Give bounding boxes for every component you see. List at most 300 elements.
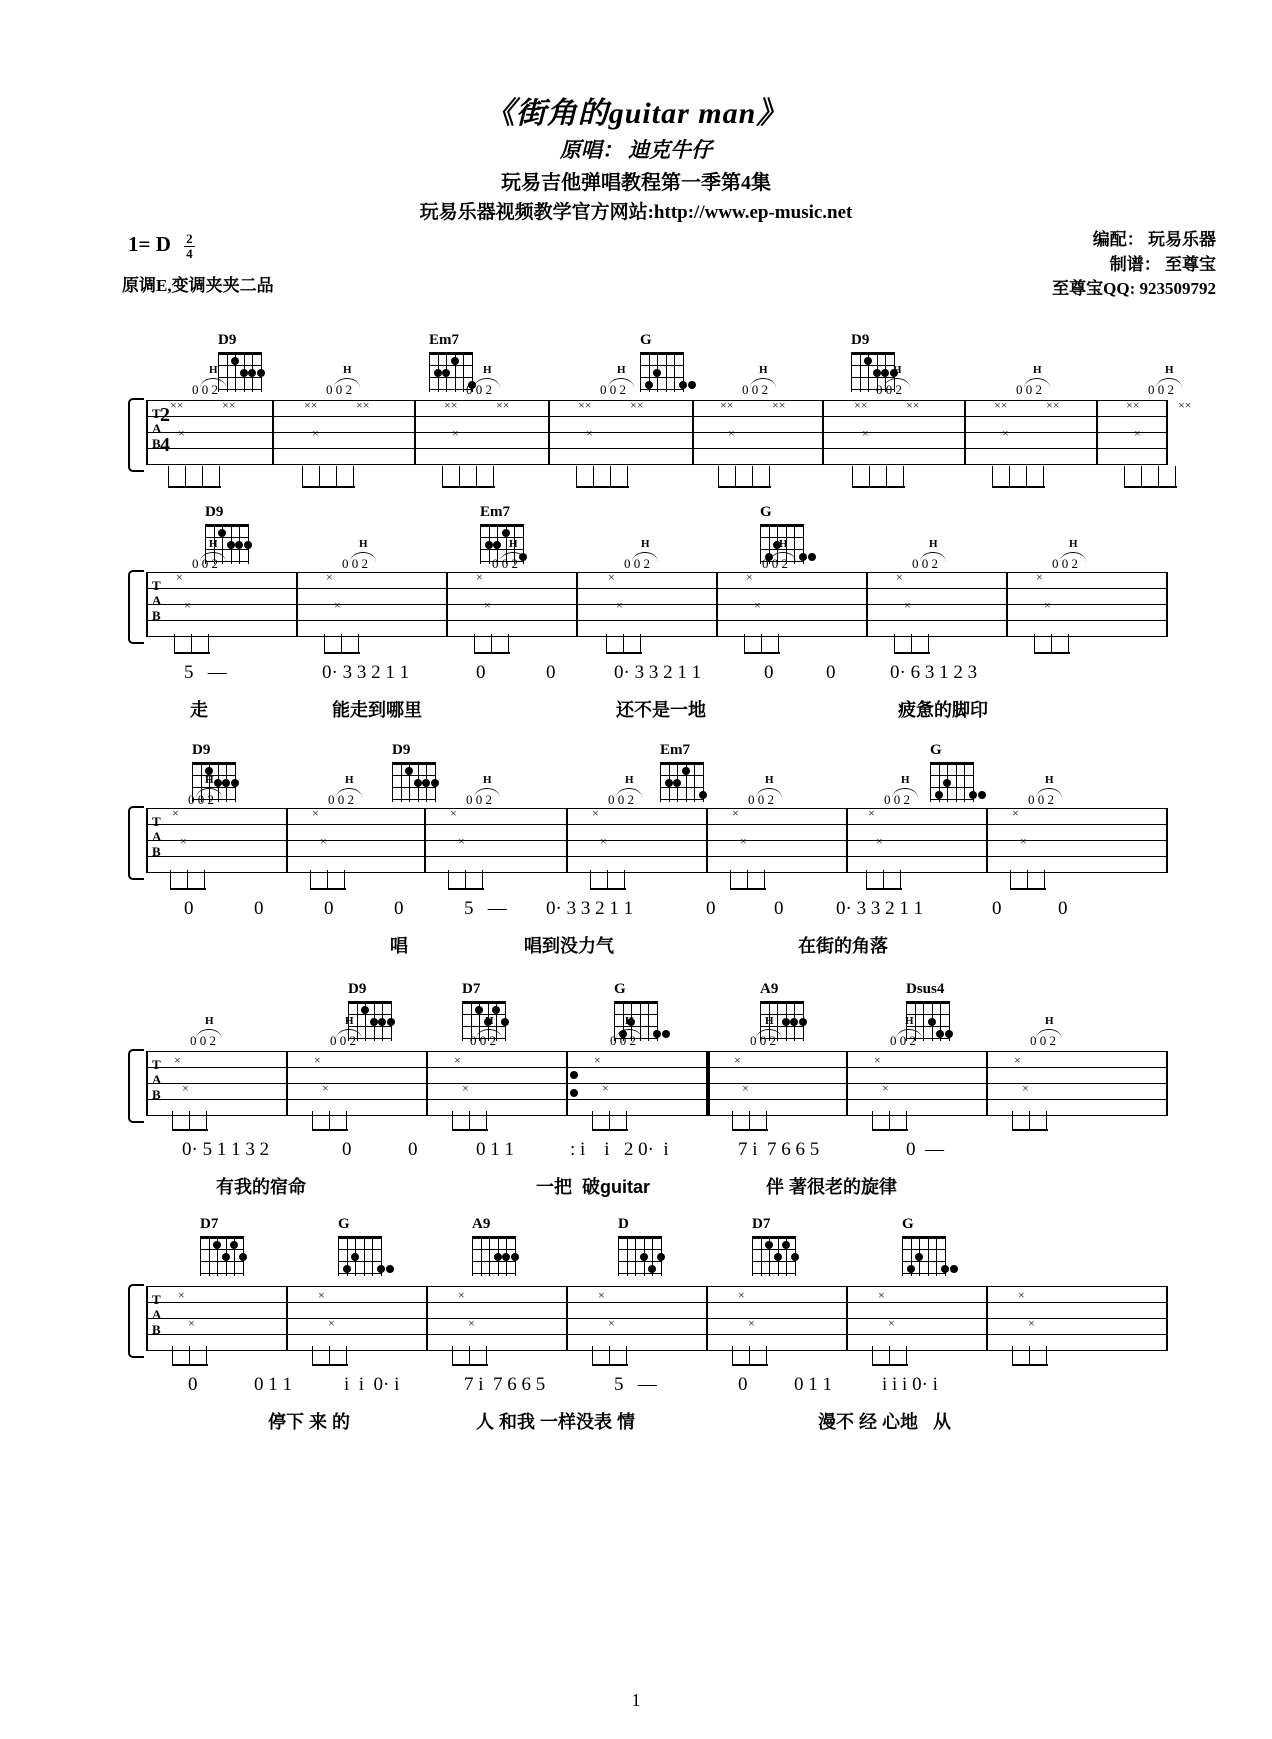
chord-dot bbox=[218, 529, 226, 537]
chord-fret bbox=[614, 1026, 658, 1027]
melody-numbers bbox=[146, 1139, 1166, 1161]
tab-fret-number: 0 0 2 bbox=[742, 382, 768, 397]
tab-mark: × bbox=[904, 598, 911, 612]
chord-nut bbox=[192, 762, 236, 765]
chord-dot bbox=[782, 1241, 790, 1249]
chord-name: A9 bbox=[760, 981, 779, 997]
stem bbox=[609, 1346, 610, 1366]
barline bbox=[146, 1286, 148, 1351]
chord-string bbox=[923, 1001, 924, 1041]
stem bbox=[903, 466, 904, 488]
tab-mark: ×× bbox=[304, 398, 318, 412]
lyric-text: 走 bbox=[190, 700, 208, 720]
tab-mark: × bbox=[178, 426, 185, 440]
chord-dot bbox=[230, 1241, 238, 1249]
chord-diagram-G bbox=[902, 1216, 954, 1276]
tab-mark: × bbox=[876, 834, 883, 848]
chord-dot bbox=[244, 541, 252, 549]
chord-fret bbox=[902, 1261, 946, 1262]
original-singer: 原唱： 迪克牛仔 bbox=[559, 138, 713, 162]
staff-line bbox=[146, 448, 1166, 449]
tab-mark: × bbox=[1028, 1316, 1035, 1330]
chord-fret bbox=[851, 365, 895, 366]
stem bbox=[312, 1111, 313, 1131]
tab-mark: × bbox=[484, 598, 491, 612]
tab-fret-number: 0 0 2 bbox=[1052, 556, 1078, 571]
chord-diagram-D7 bbox=[200, 1216, 252, 1276]
rhythm-beam-group bbox=[606, 634, 642, 654]
stem bbox=[778, 634, 779, 654]
chord-fret bbox=[618, 1261, 662, 1262]
barline bbox=[146, 1051, 148, 1116]
key-label: 1= D bbox=[128, 232, 171, 256]
melody-number: 0 1 1 bbox=[476, 1139, 514, 1160]
chord-name: D9 bbox=[348, 981, 367, 997]
chord-string bbox=[618, 1236, 619, 1276]
chord-name: D7 bbox=[752, 1216, 771, 1232]
stem bbox=[1044, 870, 1045, 890]
stem bbox=[761, 634, 762, 654]
system-brace bbox=[128, 1049, 144, 1123]
staff-line bbox=[146, 1334, 1166, 1335]
chord-diagram-D9 bbox=[392, 742, 444, 802]
tab-clef bbox=[152, 814, 161, 859]
chord-name: Dsus4 bbox=[906, 981, 945, 997]
tab-mark: × bbox=[318, 1288, 325, 1302]
stem bbox=[189, 1346, 190, 1366]
chord-dot bbox=[978, 791, 986, 799]
chord-fret bbox=[392, 787, 436, 788]
chord-dot bbox=[699, 791, 707, 799]
stem bbox=[486, 1111, 487, 1131]
chord-dot bbox=[950, 1265, 958, 1273]
stem bbox=[1026, 466, 1027, 488]
stem bbox=[730, 870, 731, 890]
chord-fret bbox=[200, 1249, 244, 1250]
chord-string bbox=[674, 352, 675, 392]
stem bbox=[469, 1346, 470, 1366]
stem bbox=[172, 1111, 173, 1131]
stem bbox=[889, 1111, 890, 1131]
rhythm-beam-group bbox=[894, 634, 930, 654]
chord-dot bbox=[907, 1265, 915, 1273]
chord-fret bbox=[472, 1249, 516, 1250]
rhythm-beam-group bbox=[1034, 634, 1070, 654]
staff-line bbox=[146, 620, 1166, 621]
stem bbox=[319, 466, 320, 488]
staff-line bbox=[146, 464, 1166, 465]
tab-mark: × bbox=[742, 1081, 749, 1095]
tab-fret-number: 0 0 2 bbox=[1030, 1033, 1056, 1048]
tab-mark: × bbox=[888, 1316, 895, 1330]
chord-name: Em7 bbox=[660, 742, 690, 758]
lyric-text: 还不是一地 bbox=[616, 700, 706, 720]
tab-mark: × bbox=[462, 1081, 469, 1095]
rhythm-beam-group bbox=[442, 466, 495, 488]
stem bbox=[852, 466, 853, 488]
chord-name: Em7 bbox=[480, 504, 510, 520]
tab-mark: × bbox=[740, 834, 747, 848]
chord-fret bbox=[660, 787, 704, 788]
tab-mark: × bbox=[734, 1053, 741, 1067]
barline bbox=[1096, 400, 1098, 465]
chord-dot bbox=[873, 369, 881, 377]
rhythm-beam-group bbox=[474, 634, 510, 654]
staff-line bbox=[146, 1099, 1166, 1100]
chord-dot bbox=[213, 1241, 221, 1249]
chord-fret bbox=[192, 775, 236, 776]
rhythm-beam-group bbox=[302, 466, 355, 488]
lyric-text: 停下 来 的 bbox=[268, 1412, 351, 1432]
chord-dot bbox=[492, 1006, 500, 1014]
melody-number: 0 bbox=[184, 898, 194, 919]
lyric-text: 漫不 经 心地 从 bbox=[818, 1412, 952, 1432]
tab-mark: × bbox=[476, 570, 483, 584]
rhythm-beam-group bbox=[744, 634, 780, 654]
chord-dot bbox=[451, 357, 459, 365]
page-number: 1 bbox=[631, 1690, 641, 1710]
stem bbox=[764, 870, 765, 890]
stem bbox=[208, 634, 209, 654]
staff-line bbox=[146, 1286, 1166, 1287]
tab-mark: × bbox=[874, 1053, 881, 1067]
chord-grid bbox=[200, 1236, 244, 1276]
stem bbox=[202, 466, 203, 488]
melody-number: 0 bbox=[992, 898, 1002, 919]
lyric-line bbox=[146, 1408, 1166, 1432]
hammer-on-label: H bbox=[209, 538, 218, 550]
barline bbox=[286, 1286, 288, 1351]
rhythm-beam-group bbox=[312, 1346, 348, 1366]
tab-fret-number: 0 0 2 bbox=[326, 382, 352, 397]
chord-fret bbox=[618, 1249, 662, 1250]
chord-dot bbox=[936, 1030, 944, 1038]
chord-fret bbox=[462, 1026, 506, 1027]
stem bbox=[174, 634, 175, 654]
chord-fret bbox=[392, 799, 436, 800]
hammer-on-label: H bbox=[641, 538, 650, 550]
chord-fret bbox=[930, 775, 974, 776]
chord-fret bbox=[338, 1273, 382, 1274]
tab-mark: × bbox=[592, 806, 599, 820]
time-denominator: 4 bbox=[186, 245, 193, 261]
stem bbox=[1009, 466, 1010, 488]
staff-line bbox=[146, 1051, 1166, 1052]
tab-mark: × bbox=[1036, 570, 1043, 584]
stem bbox=[590, 870, 591, 890]
chord-grid bbox=[752, 1236, 796, 1276]
stem bbox=[576, 466, 577, 488]
stem bbox=[358, 634, 359, 654]
hammer-on-label: H bbox=[625, 1015, 634, 1027]
melody-number: 7 i 7 6 6 5 bbox=[464, 1374, 546, 1395]
chord-dot bbox=[370, 1018, 378, 1026]
tab-mark: × bbox=[320, 834, 327, 848]
stem bbox=[172, 1346, 173, 1366]
stem bbox=[769, 466, 770, 488]
rhythm-beam-group bbox=[852, 466, 905, 488]
lyric-text: 疲惫的脚印 bbox=[898, 700, 988, 720]
chord-dot bbox=[928, 1018, 936, 1026]
tab-mark: ×× bbox=[1126, 398, 1140, 412]
hammer-on-label: H bbox=[1045, 774, 1054, 786]
stem bbox=[486, 1346, 487, 1366]
chord-name: G bbox=[640, 332, 652, 348]
lyric-text: 伴 著很老的旋律 bbox=[766, 1177, 898, 1197]
tab-fret-number: 0 0 2 bbox=[328, 792, 354, 807]
chord-fret bbox=[200, 1261, 244, 1262]
chord-name: D9 bbox=[851, 332, 870, 348]
hammer-on-label: H bbox=[759, 364, 768, 376]
tab-mark: × bbox=[174, 1053, 181, 1067]
tab-clef-letter: A bbox=[152, 829, 162, 844]
chord-name: A9 bbox=[472, 1216, 491, 1232]
tab-mark: × bbox=[586, 426, 593, 440]
tab-mark: × bbox=[732, 806, 739, 820]
chord-fret bbox=[851, 377, 895, 378]
stem bbox=[623, 634, 624, 654]
chord-fret bbox=[338, 1249, 382, 1250]
melody-number: 0· 3 3 2 1 1 bbox=[836, 898, 924, 919]
tab-mark: × bbox=[728, 426, 735, 440]
chord-name: D bbox=[618, 1216, 629, 1232]
arranger-line: 编配： 玩易乐器 bbox=[1092, 230, 1216, 249]
rhythm-beam-group bbox=[448, 870, 484, 890]
rhythm-beam-group bbox=[1010, 870, 1046, 890]
stem bbox=[206, 1346, 207, 1366]
melody-number: 7 i 7 6 6 5 bbox=[738, 1139, 820, 1160]
repeat-dot bbox=[570, 1071, 578, 1079]
lyric-text: 一把 破guitar bbox=[536, 1177, 651, 1197]
hammer-on-label: H bbox=[617, 364, 626, 376]
stem bbox=[866, 870, 867, 890]
stem bbox=[168, 466, 169, 488]
tab-fret-number: 0 0 2 bbox=[466, 382, 492, 397]
tab-fret-number: 0 0 2 bbox=[192, 382, 218, 397]
melody-number: i i i 0· i bbox=[882, 1374, 938, 1395]
melody-number: 0· 3 3 2 1 1 bbox=[614, 662, 702, 683]
chord-nut bbox=[851, 352, 895, 355]
tab-fret-number: 0 0 2 bbox=[492, 556, 518, 571]
tab-mark: × bbox=[176, 570, 183, 584]
chord-nut bbox=[902, 1236, 946, 1239]
tab-mark: × bbox=[458, 834, 465, 848]
chord-name: D7 bbox=[462, 981, 481, 997]
rhythm-beam-group bbox=[1124, 466, 1177, 488]
chord-dot bbox=[808, 553, 816, 561]
staff-line bbox=[146, 856, 1166, 857]
chord-dot bbox=[915, 1253, 923, 1261]
beam bbox=[442, 486, 495, 488]
lyric-line bbox=[146, 696, 1166, 720]
rhythm-beam-group bbox=[170, 870, 206, 890]
tab-fret-number: 0 0 2 bbox=[608, 792, 634, 807]
tab-clef-letter: A bbox=[152, 421, 162, 436]
tab-mark: × bbox=[882, 1081, 889, 1095]
tab-mark: × bbox=[746, 570, 753, 584]
stem bbox=[442, 466, 443, 488]
chord-dot bbox=[248, 369, 256, 377]
rhythm-beam-group bbox=[174, 634, 210, 654]
staff-line bbox=[146, 840, 1166, 841]
tab-mark: × bbox=[452, 426, 459, 440]
stem bbox=[1046, 1111, 1047, 1131]
chord-dot bbox=[881, 369, 889, 377]
stem bbox=[606, 634, 607, 654]
stem bbox=[1068, 634, 1069, 654]
chord-string bbox=[489, 1236, 490, 1276]
course-title: 玩易吉他弹唱教程第一季第4集 bbox=[501, 172, 771, 194]
chord-string bbox=[200, 1236, 201, 1276]
lyric-text: 在街的角落 bbox=[798, 936, 888, 956]
chord-string bbox=[648, 1001, 649, 1041]
chord-fret bbox=[660, 799, 704, 800]
rhythm-beam-group bbox=[172, 1346, 208, 1366]
chord-name: G bbox=[338, 1216, 350, 1232]
barline bbox=[706, 1286, 708, 1351]
stem bbox=[1175, 466, 1176, 488]
barline bbox=[1166, 400, 1168, 465]
rhythm-beam-group bbox=[592, 1111, 628, 1131]
chord-dot bbox=[657, 1253, 665, 1261]
chord-fret bbox=[429, 365, 473, 366]
chord-dot bbox=[442, 369, 450, 377]
tab-fret-number: 0 0 2 bbox=[750, 1033, 776, 1048]
time-signature bbox=[184, 232, 195, 260]
stem bbox=[1029, 1346, 1030, 1366]
chord-nut bbox=[338, 1236, 382, 1239]
chord-dot bbox=[343, 1265, 351, 1273]
tab-mark: × bbox=[468, 1316, 475, 1330]
beam bbox=[852, 486, 905, 488]
stem bbox=[1034, 634, 1035, 654]
barline bbox=[964, 400, 966, 465]
chord-fret bbox=[472, 1273, 516, 1274]
barline bbox=[986, 1051, 988, 1116]
chord-dot bbox=[799, 553, 807, 561]
barline bbox=[272, 400, 274, 465]
hammer-on-label: H bbox=[1165, 364, 1174, 376]
barline bbox=[426, 1051, 428, 1116]
tab-clef-letter: B bbox=[152, 436, 161, 451]
barline bbox=[548, 400, 550, 465]
chord-nut bbox=[618, 1236, 662, 1239]
hammer-on-label: H bbox=[1045, 1015, 1054, 1027]
staff-line bbox=[146, 1302, 1166, 1303]
melody-number: 5 — bbox=[464, 898, 507, 919]
barline bbox=[426, 1286, 428, 1351]
chord-nut bbox=[906, 1001, 950, 1004]
staff-line bbox=[146, 400, 1166, 401]
chord-grid bbox=[902, 1236, 946, 1276]
melody-number: 0 — bbox=[906, 1139, 944, 1160]
chord-dot bbox=[239, 1253, 247, 1261]
barline bbox=[706, 1051, 710, 1116]
tab-mark: × bbox=[458, 1288, 465, 1302]
chord-name: D9 bbox=[192, 742, 211, 758]
chord-nut bbox=[614, 1001, 658, 1004]
chord-dot bbox=[682, 767, 690, 775]
chord-name: D9 bbox=[392, 742, 411, 758]
tab-mark: × bbox=[594, 1053, 601, 1067]
chord-string bbox=[472, 1236, 473, 1276]
chord-string bbox=[640, 352, 641, 392]
hammer-on-label: H bbox=[483, 774, 492, 786]
melody-number: 0 bbox=[324, 898, 334, 919]
stem bbox=[452, 1111, 453, 1131]
chord-dot bbox=[799, 1018, 807, 1026]
chord-dot bbox=[493, 541, 501, 549]
chord-fret bbox=[902, 1249, 946, 1250]
tab-clef-letter: B bbox=[152, 608, 161, 623]
chord-fret bbox=[618, 1273, 662, 1274]
tab-mark: × bbox=[608, 1316, 615, 1330]
stem bbox=[928, 634, 929, 654]
hammer-on-label: H bbox=[625, 774, 634, 786]
tab-fret-number: 0 0 2 bbox=[762, 556, 788, 571]
chord-string bbox=[372, 1236, 373, 1276]
tab-mark: × bbox=[602, 1081, 609, 1095]
stem bbox=[609, 1111, 610, 1131]
melody-number: 0 bbox=[188, 1374, 198, 1395]
tab-fret-number: 0 0 2 bbox=[600, 382, 626, 397]
chord-string bbox=[209, 1236, 210, 1276]
tab-fret-number: 0 0 2 bbox=[748, 792, 774, 807]
chord-dot bbox=[791, 1253, 799, 1261]
barline bbox=[846, 1051, 848, 1116]
tab-mark: × bbox=[334, 598, 341, 612]
chord-nut bbox=[480, 524, 524, 527]
stem bbox=[346, 1111, 347, 1131]
chord-fret bbox=[660, 775, 704, 776]
stem bbox=[627, 466, 628, 488]
tab-clef bbox=[152, 578, 161, 623]
tab-clef-letter: B bbox=[152, 1322, 161, 1337]
chord-dot bbox=[257, 369, 265, 377]
barline bbox=[566, 1051, 568, 1116]
stem bbox=[191, 634, 192, 654]
melody-number: 0 bbox=[764, 662, 774, 683]
engraver-line: 制谱： 至尊宝 bbox=[1109, 254, 1216, 274]
stem bbox=[766, 1346, 767, 1366]
melody-number: 0 bbox=[1058, 898, 1068, 919]
hammer-on-label: H bbox=[905, 1015, 914, 1027]
tab-mark: ×× bbox=[1046, 398, 1060, 412]
stem bbox=[872, 1346, 873, 1366]
chord-diagram-Em7 bbox=[660, 742, 712, 802]
hammer-on-label: H bbox=[205, 1015, 214, 1027]
chord-dot bbox=[645, 381, 653, 389]
melody-number: 0 bbox=[706, 898, 716, 919]
hammer-on-label: H bbox=[779, 538, 788, 550]
tab-mark: ×× bbox=[906, 398, 920, 412]
barline bbox=[446, 572, 448, 637]
chord-dot bbox=[688, 381, 696, 389]
tab-mark: × bbox=[312, 806, 319, 820]
staff-line bbox=[146, 416, 1166, 417]
barline bbox=[822, 400, 824, 465]
tab-fret-number: 0 0 2 bbox=[1148, 382, 1174, 397]
tab-mark: × bbox=[896, 570, 903, 584]
stem bbox=[327, 870, 328, 890]
tab-fret-number: 0 0 2 bbox=[470, 1033, 496, 1048]
chord-dot bbox=[679, 381, 687, 389]
stem bbox=[732, 1111, 733, 1131]
chord-dot bbox=[222, 1253, 230, 1261]
rhythm-beam-group bbox=[312, 1111, 348, 1131]
tab-mark: × bbox=[328, 1316, 335, 1330]
chord-dot bbox=[485, 541, 493, 549]
